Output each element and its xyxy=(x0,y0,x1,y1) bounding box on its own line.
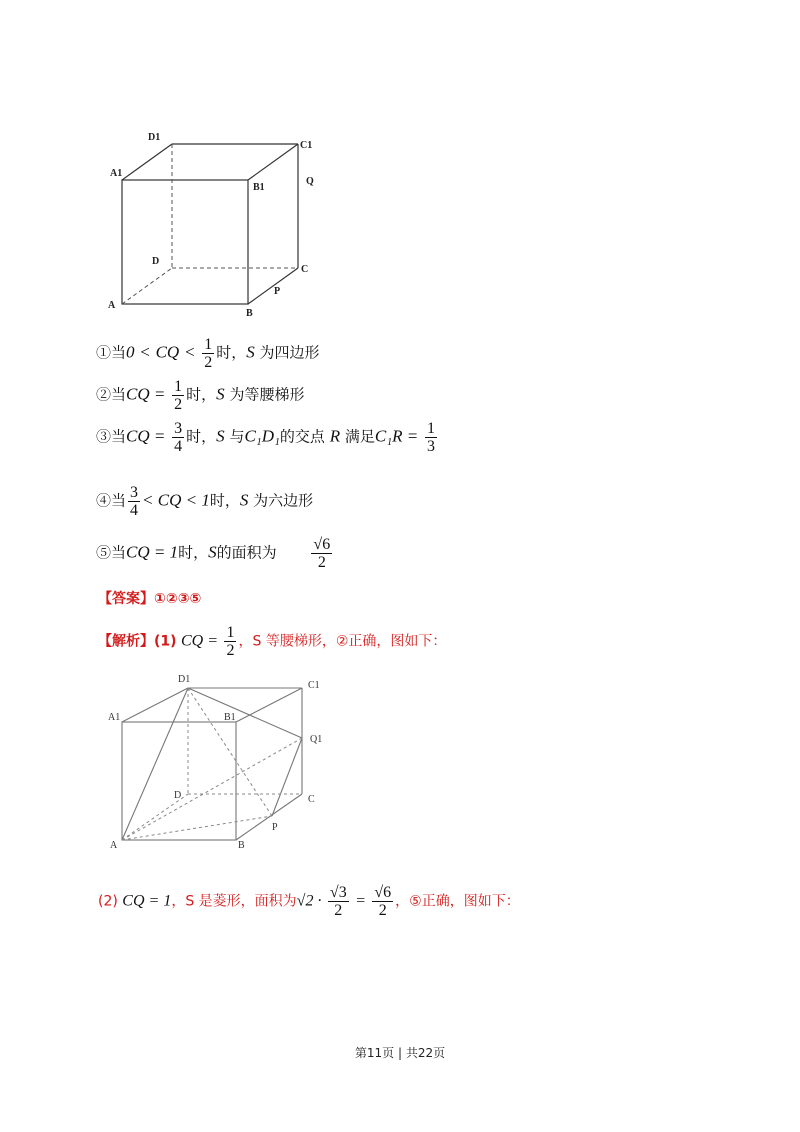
label-q: Q xyxy=(306,176,314,187)
fraction: $\frac{1}{3}$ xyxy=(427,420,436,455)
answer-line: 【答案】①②③⑤ xyxy=(98,591,202,607)
cube-figure-2 xyxy=(104,668,344,858)
label-a1: A1 xyxy=(110,168,123,179)
label-d: D xyxy=(174,790,182,801)
cube-figure-1 xyxy=(100,128,340,318)
label-d1: D1 xyxy=(178,674,191,685)
option-1: ①当0 < CQ < $\frac{1}{2}$ 时，S 为四边形 xyxy=(96,336,320,371)
label-d1: D1 xyxy=(148,132,161,143)
label-c1: C1 xyxy=(308,680,320,691)
label-p: P xyxy=(272,822,278,833)
label-c: C xyxy=(301,264,309,275)
fraction: $\frac{1}{2}$ xyxy=(174,378,183,413)
fraction: $\frac{√3}{2}$ xyxy=(329,884,347,919)
fraction: $\frac{1}{2}$ xyxy=(204,336,213,371)
option-2: ②当CQ = $\frac{1}{2}$ 时，S 为等腰梯形 xyxy=(96,378,305,413)
option-4: ④当 $\frac{3}{4}$ < CQ < 1时，S 为六边形 xyxy=(96,484,314,519)
option-3: ③当CQ = $\frac{3}{4}$ 时，S 与C₁D₁的交点 R 满足C₁R = $\frac{1}{3}$ xyxy=(96,420,436,455)
fraction: $\frac{3}{4}$ xyxy=(174,420,183,455)
explanation-line-1: 【解析】(1) CQ = $\frac{1}{2}$ ，S 等腰梯形，②正确，图如下： xyxy=(98,624,447,659)
label-q1: Q1 xyxy=(310,734,323,745)
page-footer: 第11页 | 共22页 xyxy=(354,1046,446,1060)
label-b1: B1 xyxy=(253,182,265,193)
label-c1: C1 xyxy=(300,140,313,151)
label-a: A xyxy=(108,300,116,311)
label-a1: A1 xyxy=(108,712,121,723)
fraction: $\frac{1}{2}$ xyxy=(226,624,235,659)
option-5: ⑤当CQ = 1时，S的面积为 $\frac{√6}{2}$ xyxy=(96,536,331,571)
label-a: A xyxy=(110,840,118,851)
fraction: $\frac{√6}{2}$ xyxy=(313,536,331,571)
label-p: P xyxy=(274,286,281,297)
explanation-line-2: (2) CQ = 1，S 是菱形，面积为√2 · $\frac{√3}{2}$ = $\frac{√6}{2}$ ，⑤正确，图如下： xyxy=(98,884,520,919)
fraction: $\frac{3}{4}$ xyxy=(130,484,139,519)
label-b: B xyxy=(238,840,245,851)
label-b: B xyxy=(246,308,253,318)
label-c: C xyxy=(308,794,315,805)
label-b1: B1 xyxy=(224,712,236,723)
fraction: $\frac{√6}{2}$ xyxy=(374,884,392,919)
label-d: D xyxy=(152,256,160,267)
